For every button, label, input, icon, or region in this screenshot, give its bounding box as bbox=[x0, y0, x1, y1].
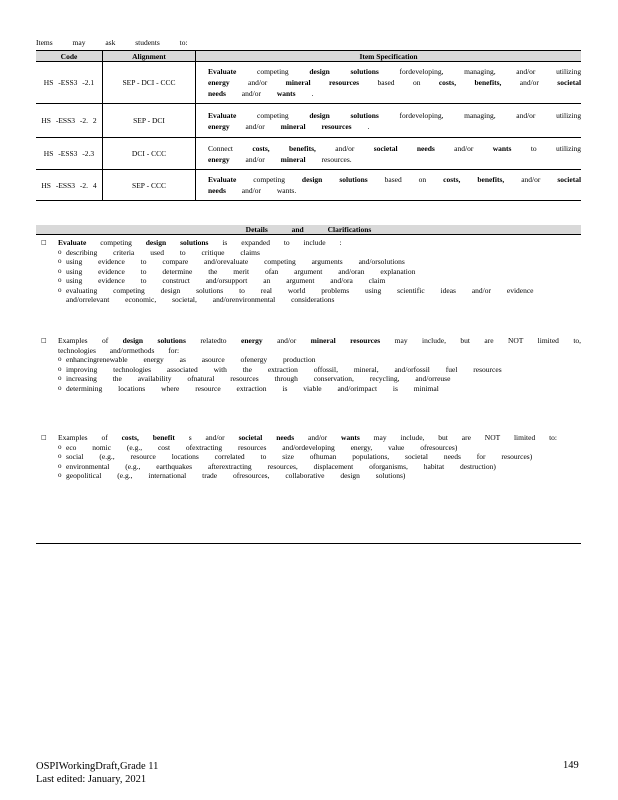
alignment-cell: SEP - CCC bbox=[103, 170, 196, 201]
intro-text: Items may ask students to: bbox=[36, 38, 188, 47]
section-lead bbox=[36, 336, 581, 355]
list-item: o using evidence to construct and/orsupport an argument and/ora claim bbox=[58, 276, 386, 285]
alignment-cell: SEP - DCI - CCC bbox=[103, 62, 196, 104]
table-row bbox=[36, 170, 581, 201]
list-item: o eco nomic (e.g., cost ofextracting resources and/ordeveloping energy, value ofresources) bbox=[58, 442, 458, 452]
circle-bullet-icon: o bbox=[58, 461, 62, 470]
spec-cell: Evaluate competing design solutions based on costs, benefits, and/or societal needs and/or wants. bbox=[196, 170, 582, 201]
code-cell: HS -ESS3 -2. 2 bbox=[36, 104, 103, 138]
section-divider bbox=[36, 543, 581, 544]
item-spec-table bbox=[36, 50, 581, 201]
square-bullet-icon: □ bbox=[41, 337, 47, 344]
list-item: o improving technologies associated with the extraction offossil, mineral, and/orfossil fuel resources bbox=[58, 364, 502, 374]
circle-bullet-icon: o bbox=[58, 452, 62, 460]
section-lead-text: Examples of design solutions relatedto energy and/or mineral resources may include, but are NOT limited to, technologies and/ormethods for: bbox=[58, 336, 582, 355]
circle-bullet-icon: o bbox=[58, 257, 62, 265]
code-cell: HS -ESS3 -2.1 bbox=[36, 62, 103, 104]
square-bullet-icon: □ bbox=[41, 434, 47, 441]
section-lead bbox=[36, 433, 581, 443]
details-header: Details and Clarifications bbox=[36, 225, 581, 235]
table-row bbox=[36, 62, 581, 104]
circle-bullet-icon: o bbox=[58, 471, 62, 479]
alignment-cell: SEP - DCI bbox=[103, 104, 196, 138]
footer-title: OSPIWorkingDraft,Grade 11 bbox=[36, 761, 159, 772]
circle-bullet-icon: o bbox=[58, 285, 62, 294]
details-section bbox=[36, 336, 581, 393]
square-bullet-icon: □ bbox=[41, 239, 47, 246]
list-item: o social (e.g., resource locations correlated to size ofhuman populations, societal needs for resources) bbox=[58, 452, 533, 461]
footer-edited: Last edited: January, 2021 bbox=[36, 774, 147, 785]
section-lead-text: Evaluate competing design solutions is expanded to include : bbox=[58, 238, 342, 247]
code-cell: HS -ESS3 -2.3 bbox=[36, 138, 103, 170]
circle-bullet-icon: o bbox=[58, 266, 62, 275]
details-section bbox=[36, 433, 581, 481]
spec-cell: Evaluate competing design solutions fordeveloping, managing, and/or utilizing energy and/or mineral resources based on costs, benefits, and/or societal needs and/or wants . bbox=[196, 62, 582, 104]
circle-bullet-icon: o bbox=[58, 276, 62, 284]
table-row bbox=[36, 104, 581, 138]
circle-bullet-icon: o bbox=[58, 442, 62, 451]
list-item: o geopolitical (e.g., international trade ofresources, collaborative design solutions) bbox=[58, 471, 406, 480]
alignment-header: Alignment bbox=[103, 51, 196, 62]
section-lead-text: Examples of costs, benefit s and/or societal needs and/or wants may include, but are NOT limited to: bbox=[58, 433, 557, 442]
circle-bullet-icon: o bbox=[58, 247, 62, 256]
section-lead bbox=[36, 238, 581, 248]
circle-bullet-icon: o bbox=[58, 383, 62, 392]
list-item: o environmental (e.g., earthquakes afterextracting resources, displacement oforganisms, habitat destruction) bbox=[58, 461, 496, 471]
spec-cell: Connect costs, benefits, and/or societal needs and/or wants to utilizing energy and/or mineral resources. bbox=[196, 138, 582, 170]
list-item: o enhancingrenewable energy as asource ofenergy production bbox=[58, 355, 316, 364]
alignment-cell: DCI - CCC bbox=[103, 138, 196, 170]
list-item: o using evidence to determine the merit ofan argument and/oran explanation bbox=[58, 266, 416, 276]
list-item: o using evidence to compare and/orevaluate competing arguments and/orsolutions bbox=[58, 257, 405, 266]
list-item: o determining locations where resource extraction is viable and/orimpact is minimal bbox=[58, 383, 439, 393]
details-section bbox=[36, 238, 581, 305]
code-cell: HS -ESS3 -2. 4 bbox=[36, 170, 103, 201]
page-footer bbox=[36, 760, 158, 786]
circle-bullet-icon: o bbox=[58, 355, 62, 363]
table-row bbox=[36, 138, 581, 170]
page-number: 149 bbox=[563, 760, 579, 771]
list-item: o describing criteria used to critique claims bbox=[58, 247, 260, 257]
circle-bullet-icon: o bbox=[58, 374, 62, 382]
spec-cell: Evaluate competing design solutions fordeveloping, managing, and/or utilizing energy and/or mineral resources . bbox=[196, 104, 582, 138]
spec-header: Item Specification bbox=[196, 51, 582, 62]
list-item: o increasing the availability ofnatural resources through conservation, recycling, and/orreuse bbox=[58, 374, 451, 383]
circle-bullet-icon: o bbox=[58, 364, 62, 373]
code-header: Code bbox=[36, 51, 103, 62]
list-item: o evaluating competing design solutions to real world problems using scientific ideas and/or evidence and/orrelevant economic, societal, and/orenvironmental considerations bbox=[58, 285, 534, 304]
